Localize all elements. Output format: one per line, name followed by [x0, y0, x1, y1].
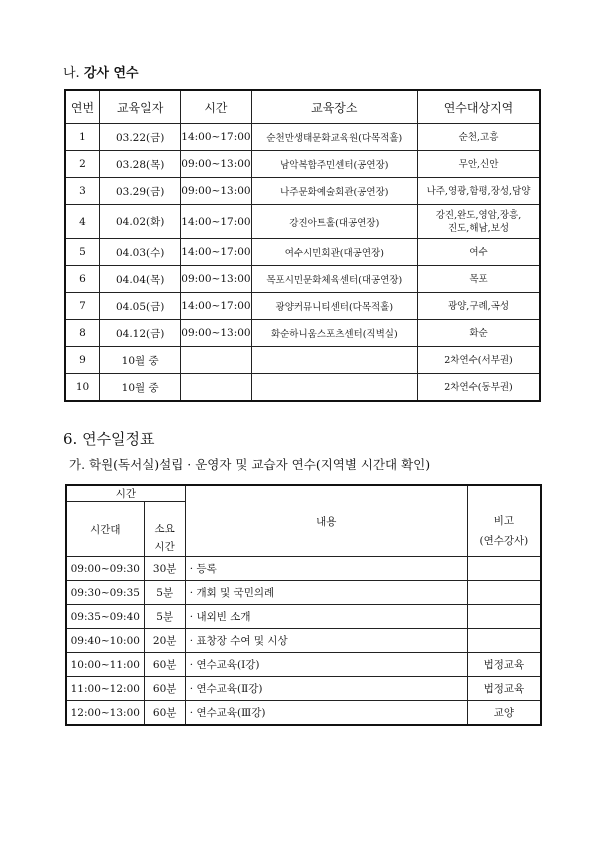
header-region: 연수대상지역 — [418, 90, 540, 124]
cell-time: 09:00~13:00 — [181, 178, 251, 205]
schedule-table — [65, 484, 542, 726]
cell-time: 09:00~13:00 — [181, 320, 251, 347]
header-content: 내용 — [185, 485, 467, 557]
cell-slot: 09:00~09:30 — [66, 557, 144, 581]
cell-time: 09:00~13:00 — [181, 266, 251, 293]
cell-place: 남악복합주민센터(공연장) — [251, 151, 417, 178]
cell-date: 10월 중 — [100, 347, 181, 374]
cell-note — [467, 581, 541, 605]
header-time: 시간 — [181, 90, 251, 124]
cell-time: 14:00~17:00 — [181, 124, 251, 151]
cell-note — [467, 557, 541, 581]
cell-slot: 09:40~10:00 — [66, 629, 144, 653]
cell-content: · 내외빈 소개 — [185, 605, 467, 629]
cell-no: 7 — [65, 293, 100, 320]
cell-content: · 표창장 수여 및 시상 — [185, 629, 467, 653]
schedule-row — [66, 653, 541, 677]
cell-duration: 60분 — [144, 677, 185, 701]
training-row — [65, 320, 540, 347]
cell-region: 순천,고흥 — [418, 124, 540, 151]
cell-date: 04.02(화) — [100, 205, 181, 239]
cell-date: 10월 중 — [100, 374, 181, 402]
section-heading-training — [63, 62, 139, 81]
cell-duration: 30분 — [144, 557, 185, 581]
header-note-text: 비고 (연수강사) — [479, 515, 529, 547]
cell-place: 나주문화예술회관(공연장) — [251, 178, 417, 205]
cell-no: 9 — [65, 347, 100, 374]
header-date: 교육일자 — [100, 90, 181, 124]
cell-note — [467, 629, 541, 653]
training-row — [65, 178, 540, 205]
cell-no: 4 — [65, 205, 100, 239]
cell-date: 03.29(금) — [100, 178, 181, 205]
training-table-header — [65, 90, 540, 124]
training-row — [65, 239, 540, 266]
schedule-row — [66, 677, 541, 701]
cell-place — [251, 347, 417, 374]
cell-no: 6 — [65, 266, 100, 293]
cell-time: 14:00~17:00 — [181, 239, 251, 266]
cell-slot: 09:35~09:40 — [66, 605, 144, 629]
cell-region: 여수 — [418, 239, 540, 266]
training-row — [65, 347, 540, 374]
schedule-row — [66, 701, 541, 726]
cell-no: 1 — [65, 124, 100, 151]
cell-place: 화순하니움스포츠센터(직벽실) — [251, 320, 417, 347]
cell-time: 14:00~17:00 — [181, 205, 251, 239]
cell-duration: 5분 — [144, 581, 185, 605]
section-prefix: 나. — [63, 66, 80, 81]
cell-time: 09:00~13:00 — [181, 151, 251, 178]
cell-duration: 5분 — [144, 605, 185, 629]
cell-place: 순천만생태문화교육원(다목적홀) — [251, 124, 417, 151]
cell-region: 광양,구례,곡성 — [418, 293, 540, 320]
cell-region: 강진,완도,영암,장흥, 진도,해남,보성 — [418, 205, 540, 239]
cell-duration: 60분 — [144, 653, 185, 677]
cell-place: 여수시민회관(대공연장) — [251, 239, 417, 266]
schedule-row — [66, 581, 541, 605]
training-table — [64, 89, 541, 402]
schedule-header-row-1 — [66, 485, 541, 502]
cell-no: 8 — [65, 320, 100, 347]
cell-slot: 11:00~12:00 — [66, 677, 144, 701]
cell-date: 04.04(목) — [100, 266, 181, 293]
cell-slot: 12:00~13:00 — [66, 701, 144, 726]
cell-slot: 09:30~09:35 — [66, 581, 144, 605]
cell-date: 03.22(금) — [100, 124, 181, 151]
cell-date: 04.12(금) — [100, 320, 181, 347]
cell-no: 3 — [65, 178, 100, 205]
cell-content: · 연수교육(Ⅱ강) — [185, 677, 467, 701]
training-row — [65, 205, 540, 239]
cell-date: 04.03(수) — [100, 239, 181, 266]
schedule-title: 6. 연수일정표 — [63, 430, 155, 448]
header-slot: 시간대 — [66, 502, 144, 557]
cell-note: 교양 — [467, 701, 541, 726]
cell-region: 나주,영광,함평,장성,담양 — [418, 178, 540, 205]
training-row — [65, 293, 540, 320]
cell-region: 2차연수(동부권) — [418, 374, 540, 402]
cell-time: 14:00~17:00 — [181, 293, 251, 320]
schedule-row — [66, 557, 541, 581]
cell-region: 2차연수(서부권) — [418, 347, 540, 374]
cell-place: 목포시민문화체육센터(대공연장) — [251, 266, 417, 293]
cell-content: · 개회 및 국민의례 — [185, 581, 467, 605]
cell-note: 법정교육 — [467, 677, 541, 701]
schedule-subtitle: 가. 학원(독서실)설립 · 운영자 및 교습자 연수(지역별 시간대 확인) — [69, 457, 431, 472]
cell-content: · 연수교육(Ⅲ강) — [185, 701, 467, 726]
cell-duration: 20분 — [144, 629, 185, 653]
training-row — [65, 266, 540, 293]
cell-note — [467, 605, 541, 629]
cell-no: 10 — [65, 374, 100, 402]
training-row — [65, 374, 540, 402]
header-time-group: 시간 — [66, 485, 185, 502]
cell-content: · 연수교육(Ⅰ강) — [185, 653, 467, 677]
cell-date: 04.05(금) — [100, 293, 181, 320]
cell-date: 03.28(목) — [100, 151, 181, 178]
cell-time — [181, 374, 251, 402]
header-no: 연번 — [65, 90, 100, 124]
section-title: 강사 연수 — [83, 66, 139, 81]
header-duration-text: 소요 시간 — [154, 523, 175, 553]
cell-place: 강진아트홀(대공연장) — [251, 205, 417, 239]
training-row — [65, 151, 540, 178]
cell-content: · 등록 — [185, 557, 467, 581]
cell-place — [251, 374, 417, 402]
header-note — [467, 485, 541, 557]
cell-no: 5 — [65, 239, 100, 266]
cell-duration: 60분 — [144, 701, 185, 726]
cell-region: 무안,신안 — [418, 151, 540, 178]
cell-no: 2 — [65, 151, 100, 178]
cell-region: 화순 — [418, 320, 540, 347]
cell-region: 목포 — [418, 266, 540, 293]
cell-time — [181, 347, 251, 374]
cell-place: 광양커뮤니티센터(다목적홀) — [251, 293, 417, 320]
training-row — [65, 124, 540, 151]
schedule-row — [66, 629, 541, 653]
cell-slot: 10:00~11:00 — [66, 653, 144, 677]
header-place: 교육장소 — [251, 90, 417, 124]
cell-note: 법정교육 — [467, 653, 541, 677]
schedule-row — [66, 605, 541, 629]
header-duration — [144, 502, 185, 557]
